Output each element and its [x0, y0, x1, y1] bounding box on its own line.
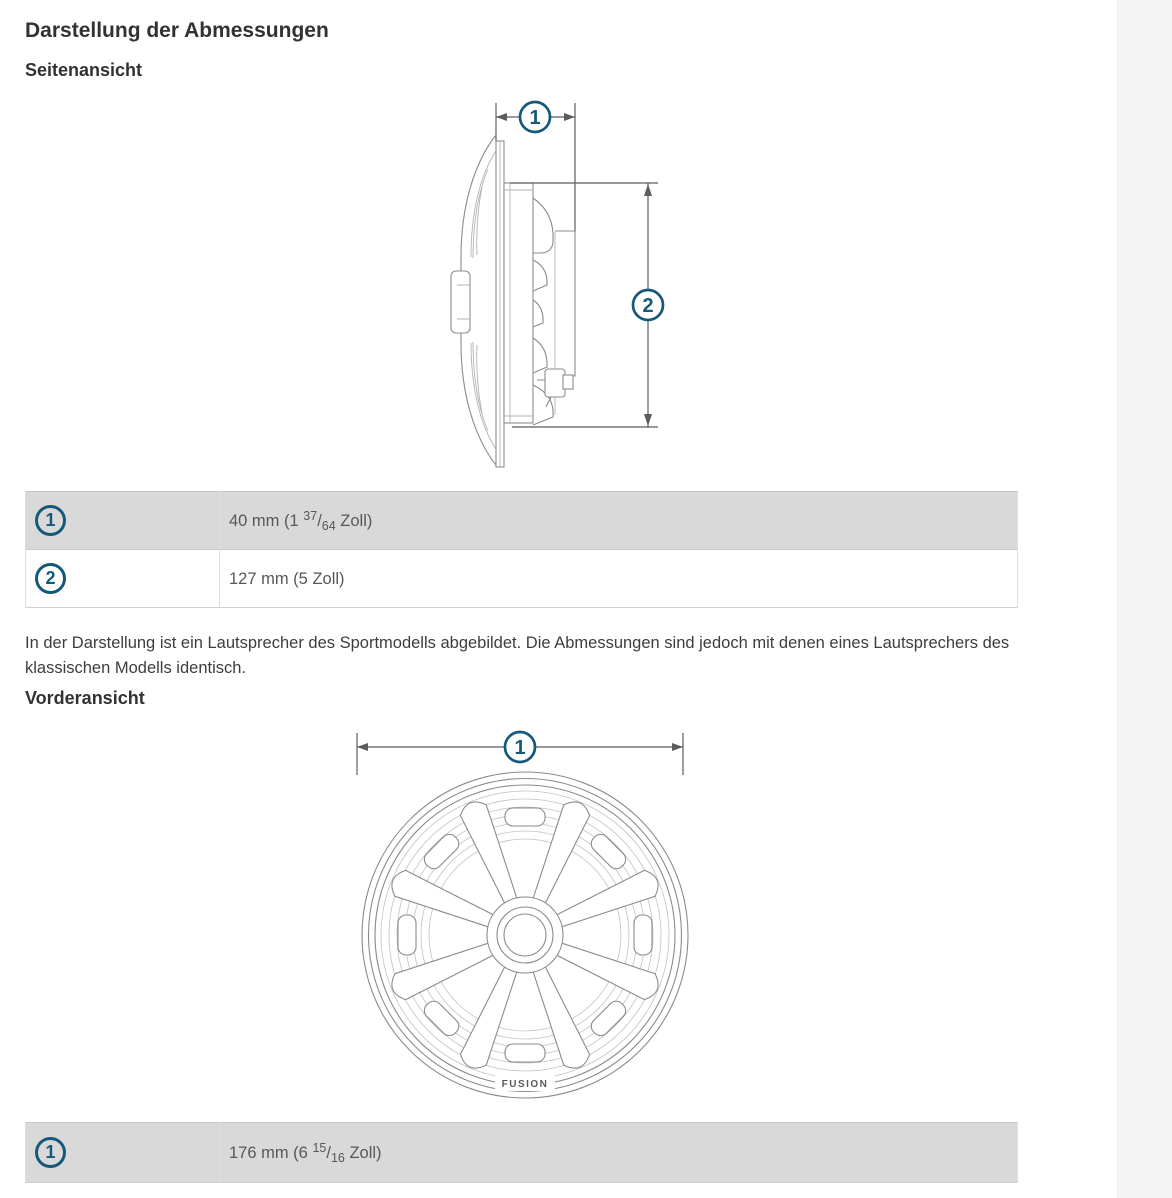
speaker-front-grille: [362, 772, 688, 1098]
fraction-numerator: 15: [312, 1140, 327, 1155]
value-text: 40 mm (1: [229, 511, 304, 530]
front-view-heading: Vorderansicht: [25, 688, 145, 708]
side-view-drawing: [420, 95, 720, 487]
value-unit: Zoll): [344, 1143, 382, 1162]
dimension-value: [220, 1123, 1018, 1183]
fusion-logo: FUSION: [501, 1079, 549, 1090]
arrow-right-icon: [672, 743, 683, 751]
page-right-gutter: [1117, 0, 1172, 1198]
table-row: [26, 492, 1018, 550]
callout-1-marker: [520, 102, 550, 132]
value-text: 176 mm (6: [229, 1143, 313, 1162]
callout-1-number: 1: [529, 107, 541, 129]
fraction-denominator: 16: [330, 1150, 345, 1165]
page-title: Darstellung der Abmessungen: [25, 19, 329, 42]
side-view-heading: Seitenansicht: [25, 60, 143, 80]
callout-2-marker: [633, 290, 663, 320]
table-row: [26, 1123, 1018, 1183]
arrow-right-icon: [564, 113, 575, 121]
fraction-slash: /: [326, 1143, 331, 1162]
front-view-dimensions-table: [25, 1122, 1018, 1183]
callout-2-number: 2: [642, 295, 654, 317]
side-view-dimensions-table: [25, 491, 1018, 608]
value-unit: Zoll): [335, 511, 373, 530]
arrow-left-icon: [357, 743, 368, 751]
fraction-slash: /: [317, 511, 322, 530]
marker-cell: [26, 550, 220, 608]
callout-badge: 1: [35, 1137, 66, 1168]
front-view-drawing: [340, 725, 712, 1117]
callout-badge: 1: [35, 505, 66, 536]
speaker-side-profile: [451, 135, 575, 467]
front-view-diagram: [340, 725, 712, 1117]
table-row: [26, 550, 1018, 608]
fraction-numerator: 37: [303, 508, 318, 523]
marker-cell: [26, 1123, 220, 1183]
value-text: 127 mm (5 Zoll): [229, 569, 345, 588]
side-view-diagram: [420, 95, 720, 487]
callout-1-number: 1: [514, 737, 526, 759]
dimension-value: [220, 492, 1018, 550]
model-note: In der Darstellung ist ein Lautsprecher des Sportmodells abgebildet. Die Abmessungen sind jedoch mit denen eines Lautsprechers des klassischen Modells identisch.: [25, 634, 1010, 677]
arrow-down-icon: [644, 414, 652, 426]
arrow-left-icon: [496, 113, 507, 121]
marker-cell: [26, 492, 220, 550]
arrow-up-icon: [644, 184, 652, 196]
dimension-value: [220, 550, 1018, 608]
callout-1-marker: [505, 732, 535, 762]
callout-badge: 2: [35, 563, 66, 594]
fraction-denominator: 64: [321, 518, 336, 533]
